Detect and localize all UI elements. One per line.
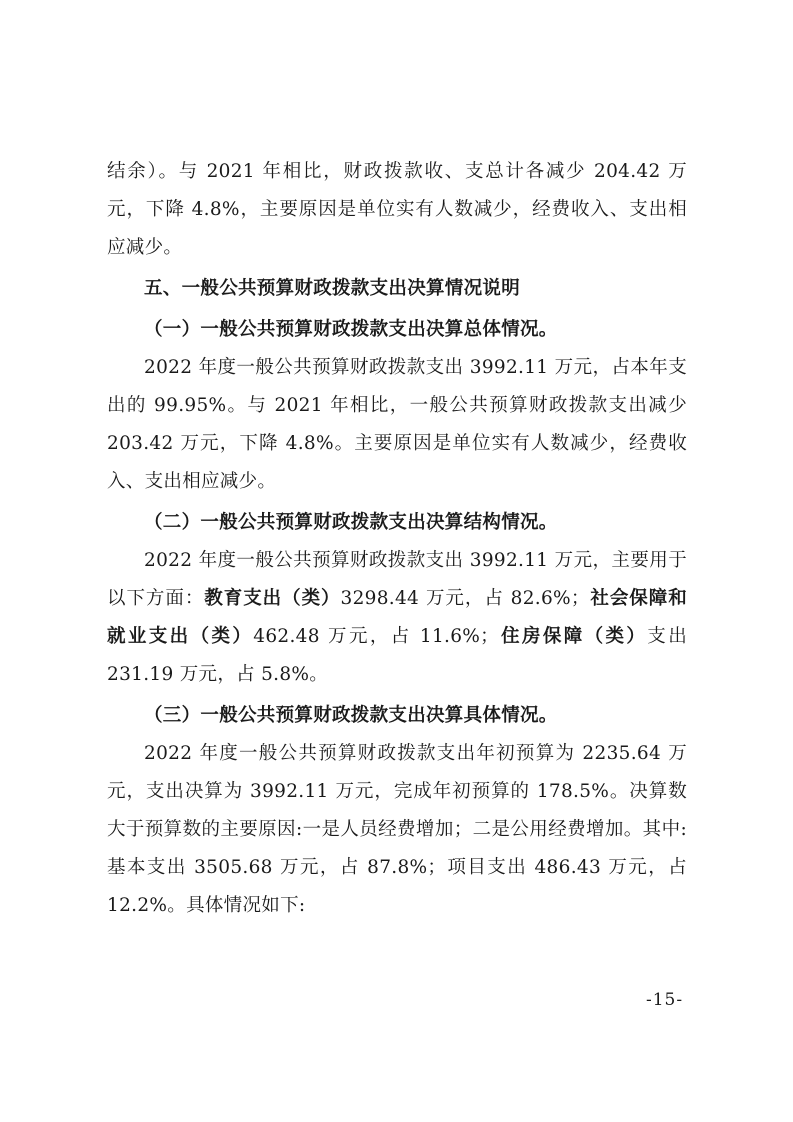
education-value: 3298.44 万元，占 82.6%； bbox=[340, 588, 590, 609]
social-security-value: 462.48 万元，占 11.6%； bbox=[253, 626, 499, 647]
social-security-label: 社会保障和就业支出（类） bbox=[107, 588, 687, 647]
continued-paragraph: 结余）。与 2021 年相比，财政拨款收、支总计各减少 204.42 万元，下降 4.8%，主要原因是单位实有人数减少，经费收入、支出相应减少。 bbox=[107, 161, 687, 258]
subsection-one-heading: （一）一般公共预算财政拨款支出决算总体情况。 bbox=[144, 319, 558, 340]
subsection-two-heading: （二）一般公共预算财政拨款支出决算结构情况。 bbox=[144, 512, 558, 533]
housing-label: 住房保障（类） bbox=[498, 626, 648, 647]
education-label: 教育支出（类） bbox=[204, 588, 341, 609]
structure-intro: 2022 年度一般公共预算财政拨款支出 3992.11 万元，主要用于以下方面： bbox=[107, 550, 687, 609]
subsection-one-paragraph: 2022 年度一般公共预算财政拨款支出 3992.11 万元，占本年支出的 99.95%。与 2021 年相比，一般公共预算财政拨款支出减少 203.42 万元，下降 4.8%。主要原因是单位实有人数减少，经费收入、支出相应减少。 bbox=[107, 357, 687, 492]
subsection-three-paragraph: 2022 年度一般公共预算财政拨款支出年初预算为 2235.64 万元，支出决算为 3992.11 万元，完成年初预算的 178.5%。决算数大于预算数的主要原因:一是人员经费增加；二是公用经费增加。其中:基本支出 3505.68 万元，占 87.8%；项目支出 486.43 万元，占 12.2%。具体情况如下: bbox=[107, 743, 687, 916]
subsection-three-heading: （三）一般公共预算财政拨款支出决算具体情况。 bbox=[144, 705, 558, 726]
page-number: -15- bbox=[646, 990, 684, 1010]
subsection-two-paragraph bbox=[107, 542, 687, 694]
document-body bbox=[107, 153, 687, 925]
section-five-heading: 五、一般公共预算财政拨款支出决算情况说明 bbox=[144, 278, 521, 299]
housing-value: 支出 231.19 万元，占 5.8%。 bbox=[107, 626, 687, 685]
